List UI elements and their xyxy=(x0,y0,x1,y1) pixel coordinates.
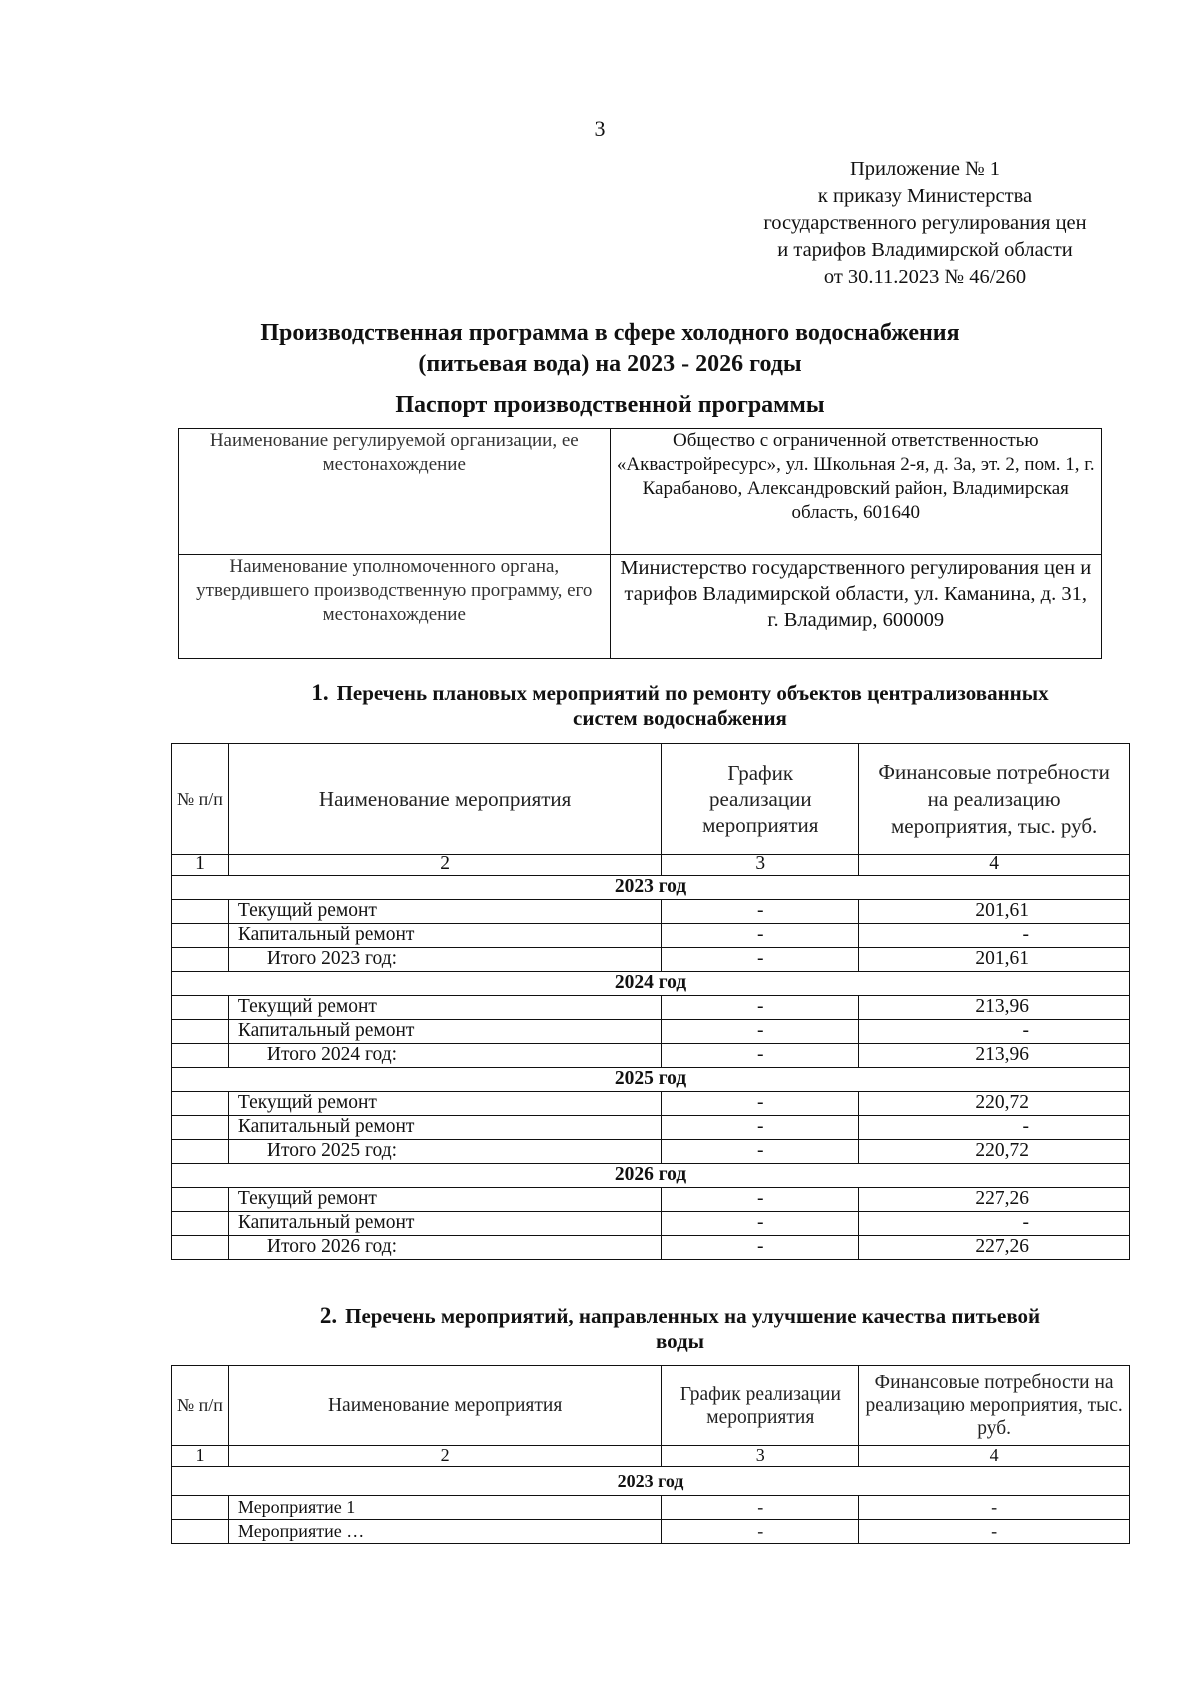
amount-cell: - xyxy=(859,1496,1130,1520)
measure-name: Мероприятие 1 xyxy=(228,1496,661,1520)
amount-cell: - xyxy=(859,1116,1130,1140)
table-row xyxy=(172,1116,1130,1140)
repair-plan-table xyxy=(171,743,1130,1260)
amount-cell: - xyxy=(859,924,1130,948)
table-row xyxy=(172,1092,1130,1116)
year-row xyxy=(172,1164,1130,1188)
amount-cell: 220,72 xyxy=(859,1140,1130,1164)
schedule-cell: - xyxy=(662,1236,859,1260)
passport-row xyxy=(179,429,1102,555)
amount-cell: 201,61 xyxy=(859,900,1130,924)
column-index-row xyxy=(172,1446,1130,1467)
schedule-cell: - xyxy=(662,1020,859,1044)
header-cell-number: № п/п xyxy=(172,1366,229,1446)
schedule-cell: - xyxy=(662,948,859,972)
section1-title-line: систем водоснабжения xyxy=(573,706,787,730)
section1-title xyxy=(240,680,1120,731)
index-cell: 4 xyxy=(859,855,1130,876)
measure-name: Итого 2025 год: xyxy=(228,1140,661,1164)
column-index-row xyxy=(172,855,1130,876)
schedule-cell: - xyxy=(662,1092,859,1116)
schedule-cell: - xyxy=(662,924,859,948)
index-cell: 4 xyxy=(859,1446,1130,1467)
table-row xyxy=(172,924,1130,948)
year-label: 2024 год xyxy=(172,972,1130,996)
number-cell xyxy=(172,996,229,1020)
amount-cell: - xyxy=(859,1520,1130,1544)
measure-name: Капитальный ремонт xyxy=(228,924,661,948)
document-title xyxy=(150,318,1070,380)
measure-name: Капитальный ремонт xyxy=(228,1212,661,1236)
section1-title-line: Перечень плановых мероприятий по ремонту объектов централизованных xyxy=(336,681,1049,705)
year-label: 2023 год xyxy=(172,876,1130,900)
schedule-cell: - xyxy=(662,1496,859,1520)
table-row xyxy=(172,948,1130,972)
year-row xyxy=(172,1068,1130,1092)
number-cell xyxy=(172,1236,229,1260)
schedule-cell: - xyxy=(662,1188,859,1212)
year-label: 2023 год xyxy=(172,1467,1130,1496)
header-cell-name: Наименование мероприятия xyxy=(228,1366,661,1446)
header-cell-finance: Финансовые потребности на реализацию мероприятия, тыс. руб. xyxy=(859,1366,1130,1446)
table-row xyxy=(172,1188,1130,1212)
number-cell xyxy=(172,1116,229,1140)
table-row xyxy=(172,996,1130,1020)
title-line: Производственная программа в сфере холодного водоснабжения xyxy=(260,320,960,346)
header-cell-number: № п/п xyxy=(172,744,229,855)
index-cell: 1 xyxy=(172,1446,229,1467)
appendix-line: Приложение № 1 xyxy=(849,158,1001,180)
measure-name: Текущий ремонт xyxy=(228,1092,661,1116)
passport-label: Наименование регулируемой организации, ее местонахождение xyxy=(179,429,611,555)
header-cell-schedule: График реализации мероприятия xyxy=(662,744,859,855)
number-cell xyxy=(172,1212,229,1236)
number-cell xyxy=(172,1496,229,1520)
title-line: (питьевая вода) на 2023 - 2026 годы xyxy=(418,351,802,377)
index-cell: 3 xyxy=(662,1446,859,1467)
schedule-cell: - xyxy=(662,1212,859,1236)
index-cell: 3 xyxy=(662,855,859,876)
schedule-cell: - xyxy=(662,996,859,1020)
number-cell xyxy=(172,924,229,948)
section2-title-line: Перечень мероприятий, направленных на улучшение качества питьевой xyxy=(345,1304,1041,1328)
measure-name: Текущий ремонт xyxy=(228,900,661,924)
schedule-cell: - xyxy=(662,1520,859,1544)
amount-cell: 213,96 xyxy=(859,996,1130,1020)
schedule-cell: - xyxy=(662,1116,859,1140)
year-row xyxy=(172,972,1130,996)
measure-name: Итого 2024 год: xyxy=(228,1044,661,1068)
number-cell xyxy=(172,1520,229,1544)
table-header-row xyxy=(172,744,1130,855)
amount-cell: 213,96 xyxy=(859,1044,1130,1068)
passport-table xyxy=(178,428,1102,659)
measure-name: Итого 2023 год: xyxy=(228,948,661,972)
page-number: 3 xyxy=(594,116,606,141)
amount-cell: 220,72 xyxy=(859,1092,1130,1116)
number-cell xyxy=(172,1140,229,1164)
table-header-row xyxy=(172,1366,1130,1446)
measure-name: Текущий ремонт xyxy=(228,1188,661,1212)
section1-number: 1. xyxy=(311,680,329,705)
table-row xyxy=(172,1020,1130,1044)
measure-name: Мероприятие … xyxy=(228,1520,661,1544)
section2-title xyxy=(240,1303,1120,1354)
header-cell-schedule: График реализации мероприятия xyxy=(662,1366,859,1446)
section2-number: 2. xyxy=(319,1303,338,1328)
table-row xyxy=(172,1236,1130,1260)
section2-title-line: воды xyxy=(655,1329,705,1353)
passport-label: Наименование уполномоченного органа, утвердившего производственную программу, его местонахождение xyxy=(179,555,611,659)
table-row xyxy=(172,1044,1130,1068)
year-row xyxy=(172,876,1130,900)
table-row xyxy=(172,1520,1130,1544)
number-cell xyxy=(172,900,229,924)
number-cell xyxy=(172,1044,229,1068)
measure-name: Текущий ремонт xyxy=(228,996,661,1020)
header-cell-name: Наименование мероприятия xyxy=(228,744,661,855)
number-cell xyxy=(172,1188,229,1212)
schedule-cell: - xyxy=(662,1140,859,1164)
index-cell: 2 xyxy=(228,1446,661,1467)
water-quality-table xyxy=(171,1365,1130,1544)
table-row xyxy=(172,1212,1130,1236)
table-row xyxy=(172,900,1130,924)
amount-cell: 227,26 xyxy=(859,1188,1130,1212)
appendix-line: государственного регулирования цен xyxy=(763,212,1087,234)
amount-cell: 201,61 xyxy=(859,948,1130,972)
year-label: 2026 год xyxy=(172,1164,1130,1188)
header-cell-finance: Финансовые потребности на реализацию мероприятия, тыс. руб. xyxy=(859,744,1130,855)
number-cell xyxy=(172,1092,229,1116)
measure-name: Итого 2026 год: xyxy=(228,1236,661,1260)
amount-cell: - xyxy=(859,1020,1130,1044)
appendix-line: от 30.11.2023 № 46/260 xyxy=(823,266,1027,288)
index-cell: 2 xyxy=(228,855,661,876)
appendix-block xyxy=(735,156,1115,291)
appendix-line: к приказу Министерства xyxy=(817,185,1033,207)
table-row xyxy=(172,1140,1130,1164)
measure-name: Капитальный ремонт xyxy=(228,1020,661,1044)
amount-cell: 227,26 xyxy=(859,1236,1130,1260)
schedule-cell: - xyxy=(662,900,859,924)
year-row xyxy=(172,1467,1130,1496)
number-cell xyxy=(172,948,229,972)
measure-name: Капитальный ремонт xyxy=(228,1116,661,1140)
index-cell: 1 xyxy=(172,855,229,876)
schedule-cell: - xyxy=(662,1044,859,1068)
amount-cell: - xyxy=(859,1212,1130,1236)
passport-value: Общество с ограниченной ответственностью «Аквастройресурс», ул. Школьная 2-я, д. 3а, эт. 2, пом. 1, г. Карабаново, Александровский район, Владимирская область, 601640 xyxy=(610,429,1101,555)
year-label: 2025 год xyxy=(172,1068,1130,1092)
passport-value: Министерство государственного регулирования цен и тарифов Владимирской области, ул. Каманина, д. 31, г. Владимир, 600009 xyxy=(610,555,1101,659)
number-cell xyxy=(172,1020,229,1044)
table-row xyxy=(172,1496,1130,1520)
appendix-line: и тарифов Владимирской области xyxy=(777,239,1073,261)
passport-title: Паспорт производственной программы xyxy=(395,392,825,418)
passport-row xyxy=(179,555,1102,659)
